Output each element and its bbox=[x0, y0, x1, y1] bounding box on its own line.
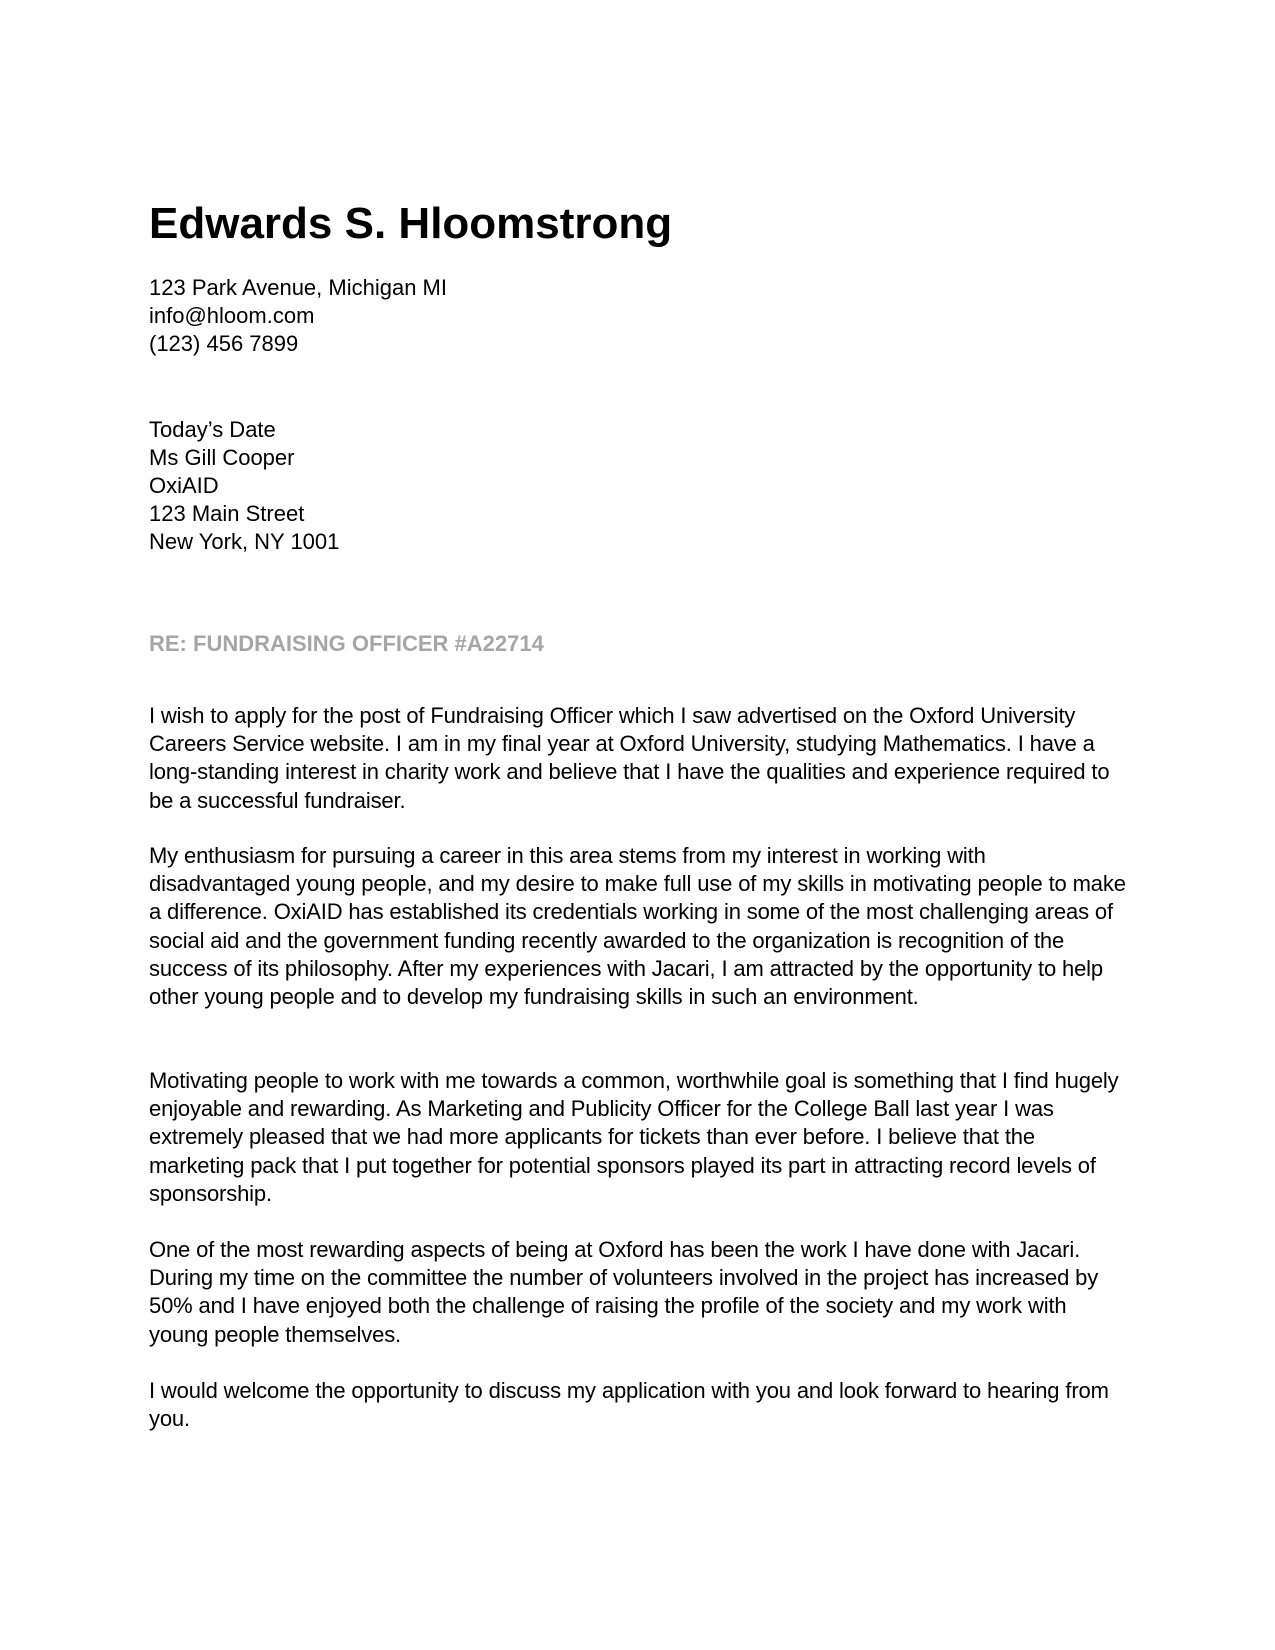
letter-date: Today’s Date bbox=[149, 417, 276, 442]
body-paragraph: I would welcome the opportunity to discuss my application with you and look forward to hearing from you. bbox=[149, 1378, 1109, 1432]
sender-address: 123 Park Avenue, Michigan MI bbox=[149, 275, 447, 300]
recipient-block bbox=[149, 416, 339, 556]
body-paragraph: My enthusiasm for pursuing a career in this area stems from my interest in working with disadvantaged young people, and my desire to make full use of my skills in motivating people to make a difference. OxiAID has established its credentials working in some of the most challenging areas of social aid and the government funding recently awarded to the organization is recognition of the success of its philosophy. After my experiences with Jacari, I am attracted by the opportunity to help other young people and to develop my fundraising skills in such an environment. bbox=[149, 843, 1126, 1010]
body-paragraph: One of the most rewarding aspects of being at Oxford has been the work I have done with Jacari. During my time on the committee the number of volunteers involved in the project has increased by 50% and I have enjoyed both the challenge of raising the profile of the society and my work with young people themselves. bbox=[149, 1237, 1099, 1347]
recipient-name: Ms Gill Cooper bbox=[149, 445, 295, 470]
sender-email: info@hloom.com bbox=[149, 303, 315, 328]
sender-contact-block bbox=[149, 274, 447, 358]
recipient-organization: OxiAID bbox=[149, 473, 219, 498]
body-paragraph: I wish to apply for the post of Fundraising Officer which I saw advertised on the Oxford University Careers Service website. I am in my final year at Oxford University, studying Mathematics. I have a long-standing interest in charity work and believe that I have the qualities and experience required to be a successful fundraiser. bbox=[149, 703, 1110, 813]
sender-phone: (123) 456 7899 bbox=[149, 331, 299, 356]
recipient-street: 123 Main Street bbox=[149, 501, 305, 526]
recipient-city: New York, NY 1001 bbox=[149, 529, 340, 554]
sender-name: Edwards S. Hloomstrong bbox=[149, 199, 673, 248]
reference-line: RE: FUNDRAISING OFFICER #A22714 bbox=[149, 631, 544, 656]
body-paragraph: Motivating people to work with me towards a common, worthwhile goal is something that I find hugely enjoyable and rewarding. As Marketing and Publicity Officer for the College Ball last year I was extremely pleased that we had more applicants for tickets than ever before. I believe that the marketing pack that I put together for potential sponsors played its part in attracting record levels of sponsorship. bbox=[149, 1068, 1119, 1206]
